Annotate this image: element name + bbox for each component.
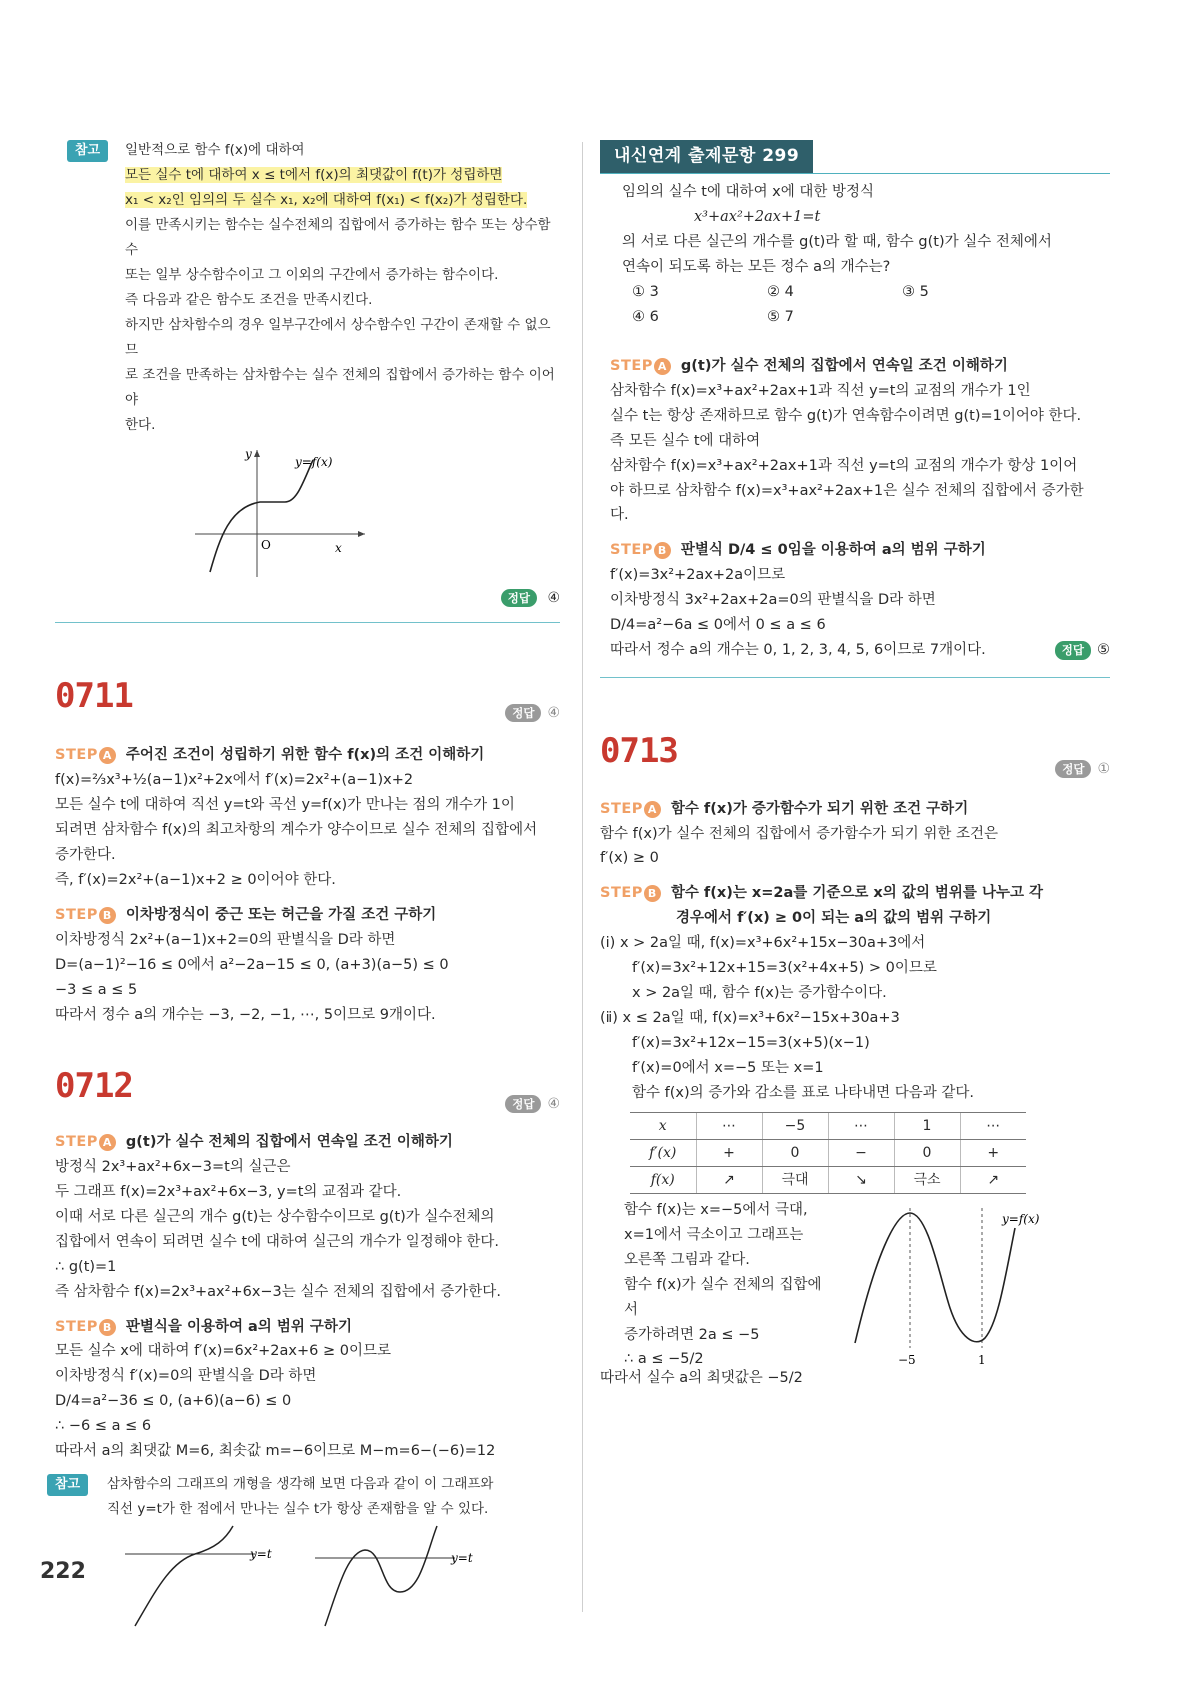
choice-2[interactable]: ② 4 [767, 283, 794, 300]
note-line: 한다. [125, 416, 156, 433]
text-line: 다. [610, 507, 629, 524]
table-cell: 0 [762, 1139, 828, 1166]
exam-header [600, 140, 1110, 174]
table-cell: f′(x) [630, 1139, 696, 1166]
note-graph [185, 442, 560, 582]
text-line: 방정식 2x³+ax²+6x−3=t의 실근은 [55, 1158, 291, 1175]
text-line: 즉, f′(x)=2x²+(a−1)x+2 ≥ 0이어야 한다. [55, 871, 336, 888]
problem-answer [505, 701, 560, 725]
note-top [55, 138, 560, 610]
note-answer [125, 586, 560, 610]
step-a-label: STEP A [55, 1134, 116, 1150]
text-line: D/4=a²−6a ≤ 0에서 0 ≤ a ≤ 6 [610, 617, 826, 634]
question-equation: x³+ax²+2ax+1=t [694, 209, 821, 226]
choice-3[interactable]: ③ 5 [902, 283, 929, 300]
text-line: 증가하려면 2a ≤ −5 [624, 1326, 760, 1343]
text-line: x=1에서 극소이고 그래프는 [624, 1226, 804, 1243]
text-line: ∴ −6 ≤ a ≤ 6 [55, 1418, 152, 1435]
case-2-line: (ⅱ) x ≤ 2a일 때, f(x)=x³+6x²−15x+30a+3 [600, 1010, 900, 1027]
table-cell: ⋯ [696, 1112, 762, 1139]
text-line: 삼차함수 f(x)=x³+ax²+2ax+1과 직선 y=t의 교점의 개수가 1인 [610, 382, 1031, 399]
answer-badge: 정답 [501, 589, 537, 607]
note-line: 삼차함수의 그래프의 개형을 생각해 보면 다음과 같이 이 그래프와 [107, 1476, 494, 1493]
note-0712 [55, 1472, 560, 1641]
table-cell: 1 [894, 1112, 960, 1139]
table-cell: f(x) [630, 1166, 696, 1193]
text-line: 증가한다. [55, 846, 116, 863]
exam-title: 내신연계 출제문항 299 [600, 140, 813, 173]
text-line: 모든 실수 x에 대하여 f′(x)=6x²+2ax+6 ≥ 0이므로 [55, 1343, 391, 1360]
exam-question [600, 180, 1110, 330]
text-line: 이때 서로 다른 실근의 개수 g(t)는 상수함수이므로 g(t)가 실수전체의 [55, 1208, 495, 1225]
note-graph-svg [185, 442, 385, 582]
text-line: 즉 삼차함수 f(x)=2x³+ax²+6x−3는 실수 전체의 집합에서 증가한다. [55, 1283, 501, 1300]
step-a-label: STEP A [610, 358, 671, 374]
text-line: 모든 실수 t에 대하여 직선 y=t와 곡선 y=f(x)가 만나는 점의 개수가 1이 [55, 797, 515, 814]
graph-0713 [830, 1198, 1090, 1368]
case-2-line: f′(x)=3x²+12x−15=3(x+5)(x−1) [632, 1035, 870, 1052]
choice-5[interactable]: ⑤ 7 [767, 308, 794, 325]
after-table [600, 1198, 1110, 1373]
text-line: ∴ g(t)=1 [55, 1258, 117, 1275]
question-line: 의 서로 다른 실근의 개수를 g(t)라 할 때, 함수 g(t)가 실수 전체에서 [622, 234, 1052, 251]
case-1-line: (ⅰ) x > 2a일 때, f(x)=x³+6x²+15x−30a+3에서 [600, 935, 926, 952]
text-line: 야 하므로 삼차함수 f(x)=x³+ax²+2ax+1은 실수 전체의 집합에서 증가한 [610, 482, 1084, 499]
step-b-title: STEP B 이차방정식이 중근 또는 허근을 가질 조건 구하기 [55, 906, 437, 923]
step-b-title-cont: 경우에서 f′(x) ≥ 0이 되는 a의 값의 범위 구하기 [676, 910, 992, 927]
note-line: 하지만 삼차함수의 경우 일부구간에서 상수함수인 구간이 존재할 수 없으므 [125, 316, 551, 358]
problem-number: 0711 [55, 675, 133, 716]
answer-badge: 정답 [505, 704, 541, 722]
exam-answer [1055, 638, 1110, 663]
note-line: 또는 일부 상수함수이고 그 이외의 구간에서 증가하는 함수이다. [125, 266, 499, 283]
step-a-title: STEP A g(t)가 실수 전체의 집합에서 연속일 조건 이해하기 [55, 1133, 453, 1150]
step-a-label: STEP A [600, 801, 661, 817]
sign-table [630, 1112, 1026, 1194]
axis-x-label: x [335, 540, 342, 555]
step-b-label: STEP B [55, 1319, 116, 1335]
table-cell: x [630, 1112, 696, 1139]
text-line: 삼차함수 f(x)=x³+ax²+2ax+1과 직선 y=t의 교점의 개수가 항상 1이어 [610, 457, 1078, 474]
table-cell: ↗ [960, 1166, 1026, 1193]
note-tag: 참고 [47, 1474, 88, 1496]
note-line: 직선 y=t가 한 점에서 만나는 실수 t가 항상 존재함을 알 수 있다. [107, 1501, 489, 1518]
section-rule [600, 677, 1110, 678]
text-line: 따라서 a의 최댓값 M=6, 최솟값 m=−6이므로 M−m=6−(−6)=12 [55, 1443, 496, 1460]
step-b-title: STEP B 판별식을 이용하여 a의 범위 구하기 [55, 1318, 352, 1335]
note-0712-graphs [115, 1522, 535, 1632]
section-rule [55, 622, 560, 623]
note-line: 일반적으로 함수 f(x)에 대하여 [125, 142, 305, 158]
text-line: 실수 t는 항상 존재하므로 함수 g(t)가 연속함수이려면 g(t)=1이어야 한다. [610, 407, 1082, 424]
graph-label: y=f(x) [295, 454, 333, 469]
note-line: 즉 다음과 같은 함수도 조건을 만족시킨다. [125, 291, 373, 308]
choices [632, 280, 1110, 330]
text-line: 함수 f(x)는 x=−5에서 극대, [624, 1201, 808, 1218]
step-a-title: STEP A 주어진 조건이 성립하기 위한 함수 f(x)의 조건 이해하기 [55, 747, 485, 764]
text-line: −3 ≤ a ≤ 5 [55, 981, 138, 998]
axis-y-label: y [245, 446, 252, 461]
step-b-label: STEP B [610, 542, 671, 558]
exam-step-b-body [600, 563, 1110, 663]
final-line: 따라서 실수 a의 최댓값은 −5/2 [600, 1370, 803, 1387]
step-a-title: STEP A 함수 f(x)가 증가함수가 되기 위한 조건 구하기 [600, 800, 969, 817]
problem-number: 0713 [600, 731, 678, 772]
table-cell: 0 [894, 1139, 960, 1166]
right-column [600, 140, 1110, 1391]
answer-value: ⑤ [1097, 642, 1110, 659]
text-line: 함수 f(x)가 실수 전체의 집합에서 증가함수가 되기 위한 조건은 [600, 825, 999, 842]
case-1-line: x > 2a일 때, 함수 f(x)는 증가함수이다. [632, 985, 887, 1002]
table-cell: ↗ [696, 1166, 762, 1193]
note-line-highlight: x₁ < x₂인 임의의 두 실수 x₁, x₂에 대하여 f(x₁) < f(x₂)가 성립한다. [125, 191, 528, 208]
step-b-label: STEP B [55, 907, 116, 923]
step-a-title: STEP A g(t)가 실수 전체의 집합에서 연속일 조건 이해하기 [610, 357, 1008, 374]
line-label: y=t [451, 1551, 473, 1566]
problem-header-0712 [55, 1057, 560, 1115]
answer-value: ④ [547, 1095, 560, 1112]
note-line: 이를 만족시키는 함수는 실수전체의 집합에서 증가하는 함수 또는 상수함수 [125, 216, 551, 258]
step-b-title: STEP B 함수 f(x)는 x=2a를 기준으로 x의 값의 범위를 나누고 각 [600, 885, 1044, 902]
page-number: 222 [40, 1559, 86, 1584]
note-line: 로 조건을 만족하는 삼차함수는 실수 전체의 집합에서 증가하는 함수 이어야 [125, 366, 555, 408]
table-cell: + [696, 1139, 762, 1166]
note-tag: 참고 [67, 140, 108, 162]
origin-label: O [261, 537, 271, 552]
text-line: D/4=a²−36 ≤ 0, (a+6)(a−6) ≤ 0 [55, 1393, 292, 1410]
step-b-title: STEP B 판별식 D/4 ≤ 0임을 이용하여 a의 범위 구하기 [610, 542, 986, 559]
question-line: 임의의 실수 t에 대하여 x에 대한 방정식 [622, 184, 875, 201]
text-line: 집합에서 연속이 되려면 실수 t에 대하여 실근의 개수가 일정해야 한다. [55, 1233, 499, 1250]
step-a-label: STEP A [55, 747, 116, 763]
tick-label: 1 [978, 1352, 986, 1367]
answer-value: ④ [547, 705, 560, 722]
answer-badge: 정답 [1055, 760, 1091, 778]
text-line: 이차방정식 f′(x)=0의 판별식을 D라 하면 [55, 1368, 317, 1385]
answer-badge: 정답 [1055, 641, 1091, 659]
exam-step-a-body [600, 379, 1110, 529]
problem-answer [1055, 757, 1110, 781]
after-table-text [600, 1198, 830, 1373]
answer-value: ① [1097, 760, 1110, 777]
text-line: 따라서 정수 a의 개수는 −3, −2, −1, ⋯, 5이므로 9개이다. [55, 1006, 436, 1023]
text-line: f′(x) ≥ 0 [600, 850, 659, 867]
text-line: D=(a−1)²−16 ≤ 0에서 a²−2a−15 ≤ 0, (a+3)(a−5) ≤ 0 [55, 956, 449, 973]
case-2-line: 함수 f(x)의 증가와 감소를 표로 나타내면 다음과 같다. [632, 1084, 975, 1101]
text-line: 함수 f(x)가 실수 전체의 집합에서 [624, 1276, 822, 1318]
left-column [55, 138, 560, 1641]
note-line-highlight: 모든 실수 t에 대하여 x ≤ t에서 f(x)의 최댓값이 f(t)가 성립하면 [125, 166, 503, 183]
text-line: f(x)=⅔x³+½(a−1)x²+2x에서 f′(x)=2x²+(a−1)x+2 [55, 772, 414, 789]
table-cell: ⋯ [960, 1112, 1026, 1139]
problem-number: 0712 [55, 1066, 133, 1107]
case-2-line: f′(x)=0에서 x=−5 또는 x=1 [632, 1059, 824, 1076]
text-line: 이차방정식 2x²+(a−1)x+2=0의 판별식을 D라 하면 [55, 931, 396, 948]
problem-header-0711 [55, 667, 560, 725]
table-cell: −5 [762, 1112, 828, 1139]
text-line: 오른쪽 그림과 같다. [624, 1251, 750, 1268]
graph-label: y=f(x) [1002, 1211, 1040, 1226]
note-body [107, 1472, 560, 1522]
choice-1[interactable]: ① 3 [632, 283, 659, 300]
table-cell: − [828, 1139, 894, 1166]
text-line: 되려면 삼차함수 f(x)의 최고차항의 계수가 양수이므로 실수 전체의 집합에서 [55, 821, 538, 838]
problem-header-0713 [600, 722, 1110, 780]
table-cell: ⋯ [828, 1112, 894, 1139]
question-line: 연속이 되도록 하는 모든 정수 a의 개수는? [622, 259, 891, 276]
text-line: 이차방정식 3x²+2ax+2a=0의 판별식을 D라 하면 [610, 592, 936, 609]
answer-badge: 정답 [505, 1095, 541, 1113]
note-body [125, 138, 560, 438]
column-divider [582, 142, 583, 1612]
tick-label: −5 [898, 1352, 916, 1367]
step-b-label: STEP B [600, 885, 661, 901]
answer-value: ④ [547, 589, 560, 606]
text-line: 즉 모든 실수 t에 대하여 [610, 432, 761, 449]
choice-4[interactable]: ④ 6 [632, 308, 659, 325]
text-line: 따라서 정수 a의 개수는 0, 1, 2, 3, 4, 5, 6이므로 7개이다. 정답 ⑤ [610, 638, 1110, 663]
problem-answer [505, 1092, 560, 1116]
table-cell: ↘ [828, 1166, 894, 1193]
table-cell: + [960, 1139, 1026, 1166]
case-1-line: f′(x)=3x²+12x+15=3(x²+4x+5) > 0이므로 [632, 960, 937, 977]
table-row [630, 1139, 1026, 1166]
line-label: y=t [250, 1547, 272, 1562]
text-line: 두 그래프 f(x)=2x³+ax²+6x−3, y=t의 교점과 같다. [55, 1183, 402, 1200]
table-row [630, 1166, 1026, 1193]
text-line: f′(x)=3x²+2ax+2a이므로 [610, 567, 786, 584]
table-cell: 극대 [762, 1166, 828, 1193]
text-line: ∴ a ≤ −5/2 [624, 1351, 704, 1368]
table-row [630, 1112, 1026, 1139]
table-cell: 극소 [894, 1166, 960, 1193]
